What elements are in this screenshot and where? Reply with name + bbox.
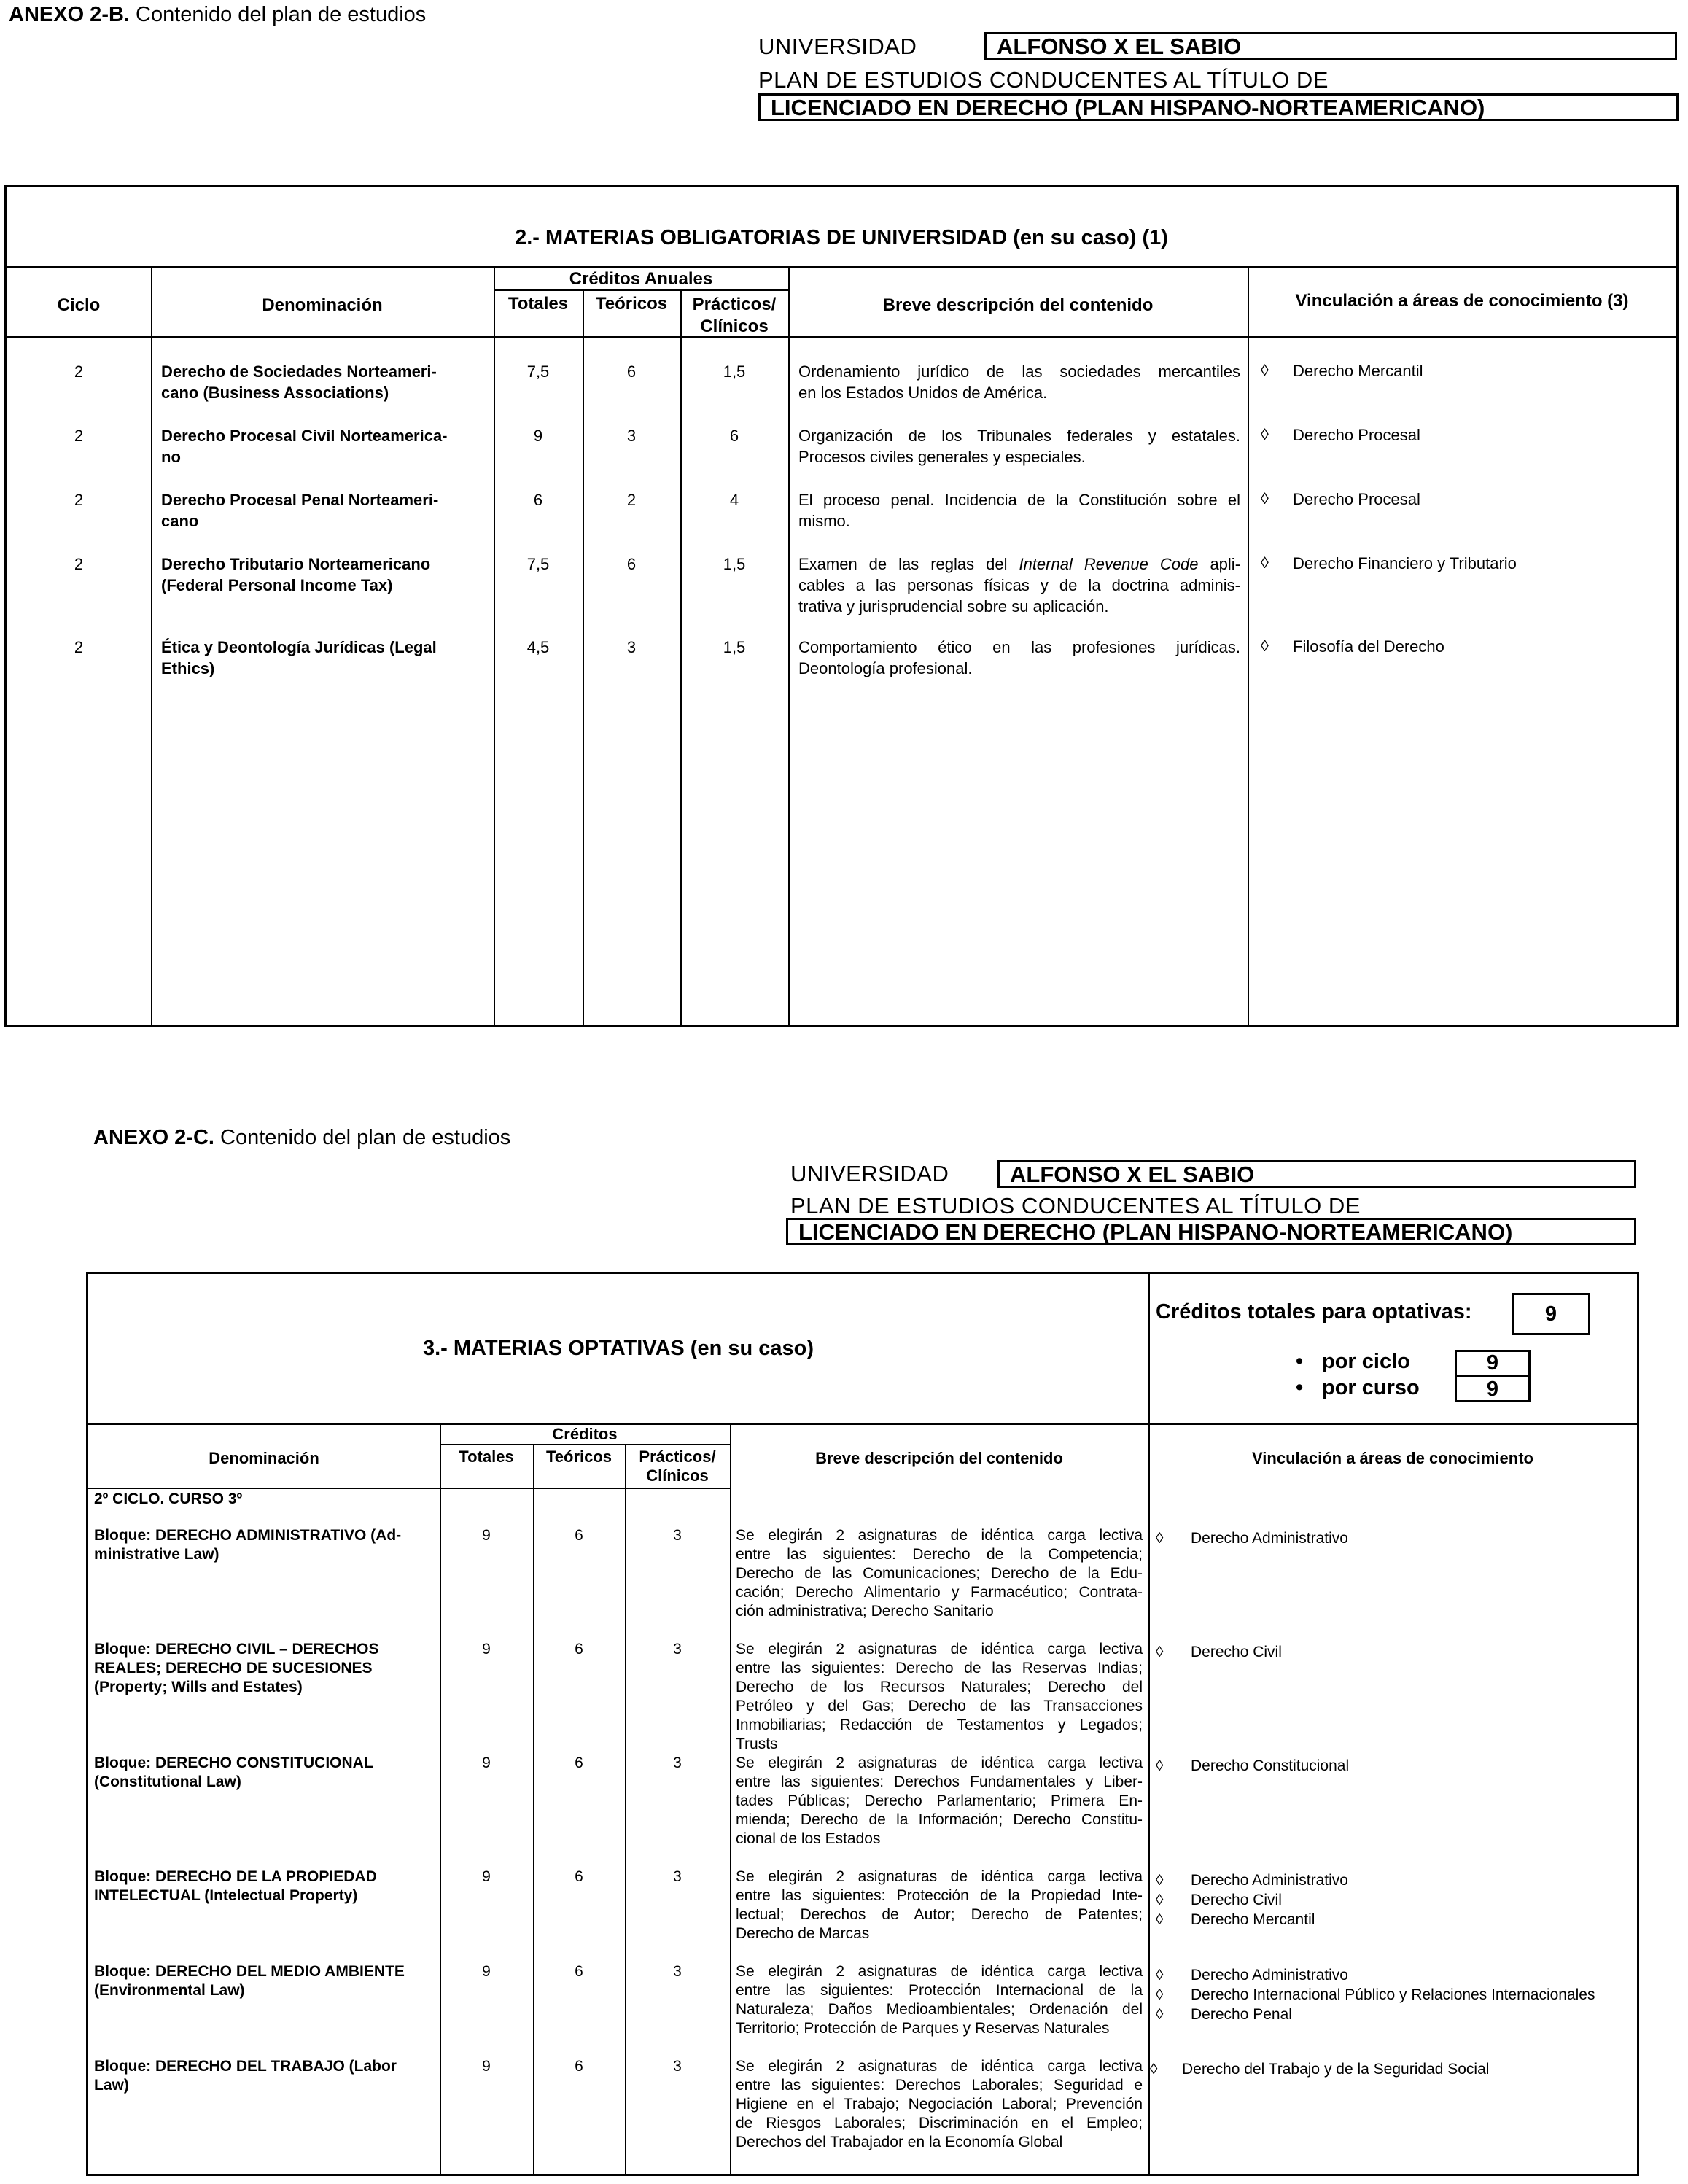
row-teoricos: 6 [575,1963,583,1980]
row-area: Derecho Financiero y Tributario [1293,554,1517,572]
row-denominacion: Derecho Tributario Norteamericano (Federal Personal Income Tax) [161,555,431,594]
header-totales: Totales [507,294,569,314]
row-practicos: 1,5 [723,362,746,381]
row-area: Derecho Procesal [1293,490,1420,508]
row-totales: 9 [533,427,543,445]
row-totales: 9 [482,1868,491,1885]
row-practicos: 3 [673,1641,682,1658]
por-curso-label: por curso [1322,1376,1420,1399]
universidad-label: UNIVERSIDAD [790,1161,949,1186]
diamond-icon: ◊ [1261,637,1269,655]
row-totales: 7,5 [526,362,550,381]
universidad-value: ALFONSO X EL SABIO [997,1160,1636,1188]
annex-b-label-rest: Contenido del plan de estudios [129,3,427,26]
row-totales: 9 [482,1527,491,1544]
row-practicos: 1,5 [723,638,746,656]
row-teoricos: 6 [575,1868,583,1885]
row-denominacion: Bloque: DERECHO DEL TRABAJO (Labor Law) [94,2058,397,2094]
row-denominacion: Ética y Deontología Jurídicas (Legal Ethics) [161,638,437,677]
diamond-icon: ◊ [1261,489,1269,508]
row-ciclo: 2 [74,555,84,573]
row-area: Derecho Constitucional [1191,1757,1350,1774]
header-descripcion: Breve descripción del contenido [882,295,1154,315]
diamond-icon: ◊ ◊ ◊ [1156,1967,1164,2023]
header-creditos: Créditos [552,1425,618,1443]
diamond-icon: ◊ ◊ ◊ [1156,1872,1164,1928]
row-totales: 4,5 [526,638,550,656]
row-denominacion: Derecho Procesal Penal Norteameri- cano [161,491,439,530]
row-teoricos: 6 [626,555,637,573]
header-creditos-anuales: Créditos Anuales [569,269,713,289]
row-denominacion: Bloque: DERECHO DEL MEDIO AMBIENTE (Environmental Law) [94,1963,405,1999]
plan-value: LICENCIADO EN DERECHO (PLAN HISPANO-NORTEAMERICANO) [758,93,1679,121]
annex-c-label [93,1126,510,1150]
row-descripcion: Examen de las reglas del Internal Revenue Code apli- cables a las personas físicas y de la doctrina adminis- trativa y jurisprudencial sobre su aplicación. [798,555,1241,615]
row-denominacion: Bloque: DERECHO CIVIL – DERECHOS REALES; DERECHO DE SUCESIONES (Property; Wills and Estates) [94,1641,379,1695]
row-descripcion: Se elegirán 2 asignaturas de idéntica carga lectiva entre las siguientes: Derechos Fundamentales y Liber- tades Públicas; Derecho Parlamentario; Primera En- mienda; Derecho de la Información; Derecho Constitu- cional de los Estados [736,1754,1143,1847]
section-title: 2.- MATERIAS OBLIGATORIAS DE UNIVERSIDAD (en su caso) (1) [515,225,1168,249]
header-denominacion: Denominación [262,295,383,315]
row-teoricos: 6 [626,362,637,381]
row-teoricos: 3 [626,638,637,656]
creditos-totales-label: Créditos totales para optativas: [1156,1300,1472,1324]
diamond-icon: ◊ [1150,2061,1158,2078]
row-descripcion: Organización de los Tribunales federales y estatales. Procesos civiles generales y especiales. [798,427,1240,466]
row-practicos: 1,5 [723,555,746,573]
universidad-value: ALFONSO X EL SABIO [984,32,1677,60]
row-teoricos: 3 [626,427,637,445]
header-practicos: Prácticos/ Clínicos [639,1447,716,1485]
bullet-icon: • [1296,1350,1304,1373]
header-practicos: Prácticos/ Clínicos [692,295,777,336]
row-teoricos: 6 [575,1641,583,1658]
row-teoricos: 6 [575,2058,583,2075]
row-area: Derecho Procesal [1293,426,1420,444]
section-title: 3.- MATERIAS OPTATIVAS (en su caso) [422,1337,814,1360]
row-descripcion: Se elegirán 2 asignaturas de idéntica carga lectiva entre las siguientes: Derecho de las Reservas Indias; Derecho de los Recursos Naturales; Derecho del Petróleo y del Gas; Derecho de las Transacciones Inmobiliarias; Redacción de Testamentos y Legados; Trusts [736,1641,1143,1752]
row-area: Derecho Administrativo [1191,1530,1348,1547]
diamond-icon: ◊ [1156,1757,1164,1774]
creditos-totales-value: 9 [1512,1293,1590,1335]
row-totales: 9 [482,2058,491,2075]
row-practicos: 3 [673,1963,682,1980]
annex-b-label-bold: ANEXO 2-B. [9,3,130,26]
row-descripcion: Se elegirán 2 asignaturas de idéntica carga lectiva entre las siguientes: Derecho de la Competencia; Derecho de las Comunicaciones; Derecho de la Edu- cación; Derecho Alimentario y Farmacéutico; Contrata- ción administrativa; Derecho Sanitario [736,1527,1143,1620]
universidad-label: UNIVERSIDAD [758,34,917,59]
plan-label: PLAN DE ESTUDIOS CONDUCENTES AL TÍTULO DE [790,1193,1361,1219]
row-descripcion: Ordenamiento jurídico de las sociedades mercantiles en los Estados Unidos de América. [798,362,1240,402]
ciclo-curso-label: 2º CICLO. CURSO 3º [94,1491,243,1507]
header-vinculacion: Vinculación a áreas de conocimiento (3) [1295,291,1629,311]
por-curso-value: 9 [1486,1377,1499,1401]
diamond-icon: ◊ [1156,1530,1164,1547]
row-totales: 7,5 [526,555,550,573]
diamond-icon: ◊ [1261,425,1269,443]
row-practicos: 4 [729,491,739,509]
row-descripcion: El proceso penal. Incidencia de la Constitución sobre el mismo. [798,491,1240,530]
row-ciclo: 2 [74,638,84,656]
header-denominacion: Denominación [209,1449,319,1467]
row-practicos: 6 [729,427,739,445]
row-denominacion: Bloque: DERECHO DE LA PROPIEDAD INTELECTUAL (Intelectual Property) [94,1868,377,1904]
row-area: Filosofía del Derecho [1293,637,1444,656]
por-ciclo-value: 9 [1486,1351,1499,1375]
header-teoricos: Teóricos [595,294,668,314]
row-practicos: 3 [673,1868,682,1885]
row-ciclo: 2 [74,427,84,445]
row-practicos: 3 [673,2058,682,2075]
plan-value: LICENCIADO EN DERECHO (PLAN HISPANO-NORTEAMERICANO) [786,1218,1636,1245]
plan-label: PLAN DE ESTUDIOS CONDUCENTES AL TÍTULO DE [758,67,1329,93]
row-denominacion: Bloque: DERECHO ADMINISTRATIVO (Ad- ministrative Law) [94,1527,402,1563]
row-ciclo: 2 [74,491,84,509]
row-denominacion: Derecho Procesal Civil Norteamerica- no [161,427,448,466]
row-area: Derecho Administrativo Derecho Internacional Público y Relaciones Internacionales Derecho Penal [1191,1967,1595,2023]
row-descripcion: Comportamiento ético en las profesiones jurídicas. Deontología profesional. [798,638,1240,677]
row-totales: 9 [482,1641,491,1658]
header-totales: Totales [459,1447,514,1466]
row-totales: 9 [482,1754,491,1771]
row-teoricos: 6 [575,1754,583,1771]
header-descripcion: Breve descripción del contenido [815,1449,1063,1467]
row-totales: 9 [482,1963,491,1980]
header-ciclo: Ciclo [57,295,101,315]
header-teoricos: Teóricos [545,1447,612,1466]
row-teoricos: 6 [575,1527,583,1544]
annex-c-label-rest: Contenido del plan de estudios [214,1126,511,1149]
row-area: Derecho Administrativo Derecho Civil Derecho Mercantil [1191,1872,1348,1928]
bullet-icon: • [1296,1376,1304,1399]
diamond-icon: ◊ [1261,553,1269,572]
row-area: Derecho del Trabajo y de la Seguridad Social [1182,2061,1490,2078]
row-practicos: 3 [673,1754,682,1771]
row-descripcion: Se elegirán 2 asignaturas de idéntica carga lectiva entre las siguientes: Protección Internacional de la Naturaleza; Daños Medioambientales; Ordenación del Territorio; Protección de Parques y Reservas Naturales [736,1963,1143,2037]
diamond-icon: ◊ [1156,1644,1164,1660]
row-ciclo: 2 [74,362,84,381]
optional-subjects-table [86,1272,1639,2176]
row-denominacion: Bloque: DERECHO CONSTITUCIONAL (Constitutional Law) [94,1754,373,1790]
row-denominacion: Derecho de Sociedades Norteameri- cano (Business Associations) [161,362,437,402]
row-descripcion: Se elegirán 2 asignaturas de idéntica carga lectiva entre las siguientes: Derechos Laborales; Seguridad e Higiene en el Trabajo; Negociación Laboral; Prevención de Riesgos Laborales; Discriminación en el Empleo; Derechos del Trabajador en la Economía Global [736,2058,1143,2150]
annex-c-label-bold: ANEXO 2-C. [93,1126,214,1149]
row-teoricos: 2 [626,491,637,509]
mandatory-subjects-table [4,185,1679,1027]
diamond-icon: ◊ [1261,361,1269,379]
row-totales: 6 [533,491,543,509]
annex-b-label [9,3,426,27]
row-practicos: 3 [673,1527,682,1544]
row-descripcion: Se elegirán 2 asignaturas de idéntica carga lectiva entre las siguientes: Protección de la Propiedad Inte- lectual; Derechos de Autor; Derecho de Patentes; Derecho de Marcas [736,1868,1143,1942]
row-area: Derecho Civil [1191,1644,1282,1660]
header-vinculacion: Vinculación a áreas de conocimiento [1252,1449,1533,1467]
por-ciclo-label: por ciclo [1322,1350,1410,1373]
row-area: Derecho Mercantil [1293,362,1423,380]
